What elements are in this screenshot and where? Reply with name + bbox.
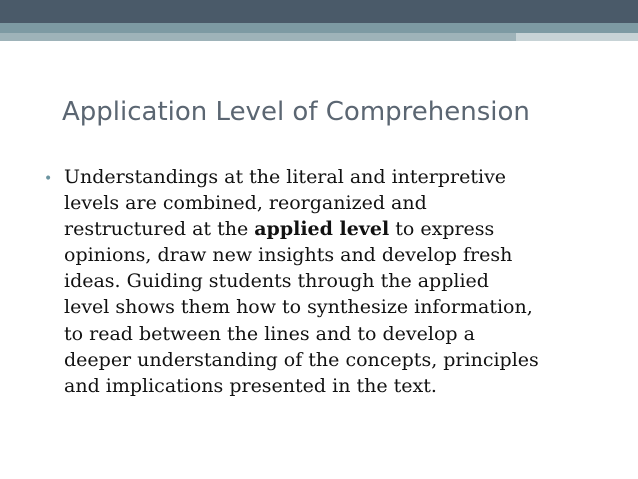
header-accent-strip [516, 33, 638, 41]
body-line-6: level shows them how to synthesize information, [64, 296, 533, 319]
body-line-3 [64, 216, 624, 242]
bold-term: applied level [254, 218, 390, 241]
body-line-8: deeper understanding of the concepts, principles [64, 348, 539, 371]
body-line-3-before: restructured at the [64, 218, 255, 241]
body-line-4: opinions, draw new insights and develop fresh [64, 244, 513, 267]
header-teal-strip [0, 23, 638, 33]
bullet-marker: • [44, 171, 53, 187]
slide-title: Application Level of Comprehension [62, 97, 530, 127]
body-line-1: Understandings at the literal and interpretive [64, 166, 507, 188]
body-line-7: to read between the lines and to develop a [64, 322, 475, 345]
bullet-text [64, 164, 624, 399]
header-band [0, 0, 638, 23]
body-line-3-after: to express [389, 218, 495, 241]
body-line-9: and implications presented in the text. [64, 374, 437, 397]
body-line-5: ideas. Guiding students through the applied [64, 270, 489, 293]
body-line-2: levels are combined, reorganized and [64, 192, 427, 215]
